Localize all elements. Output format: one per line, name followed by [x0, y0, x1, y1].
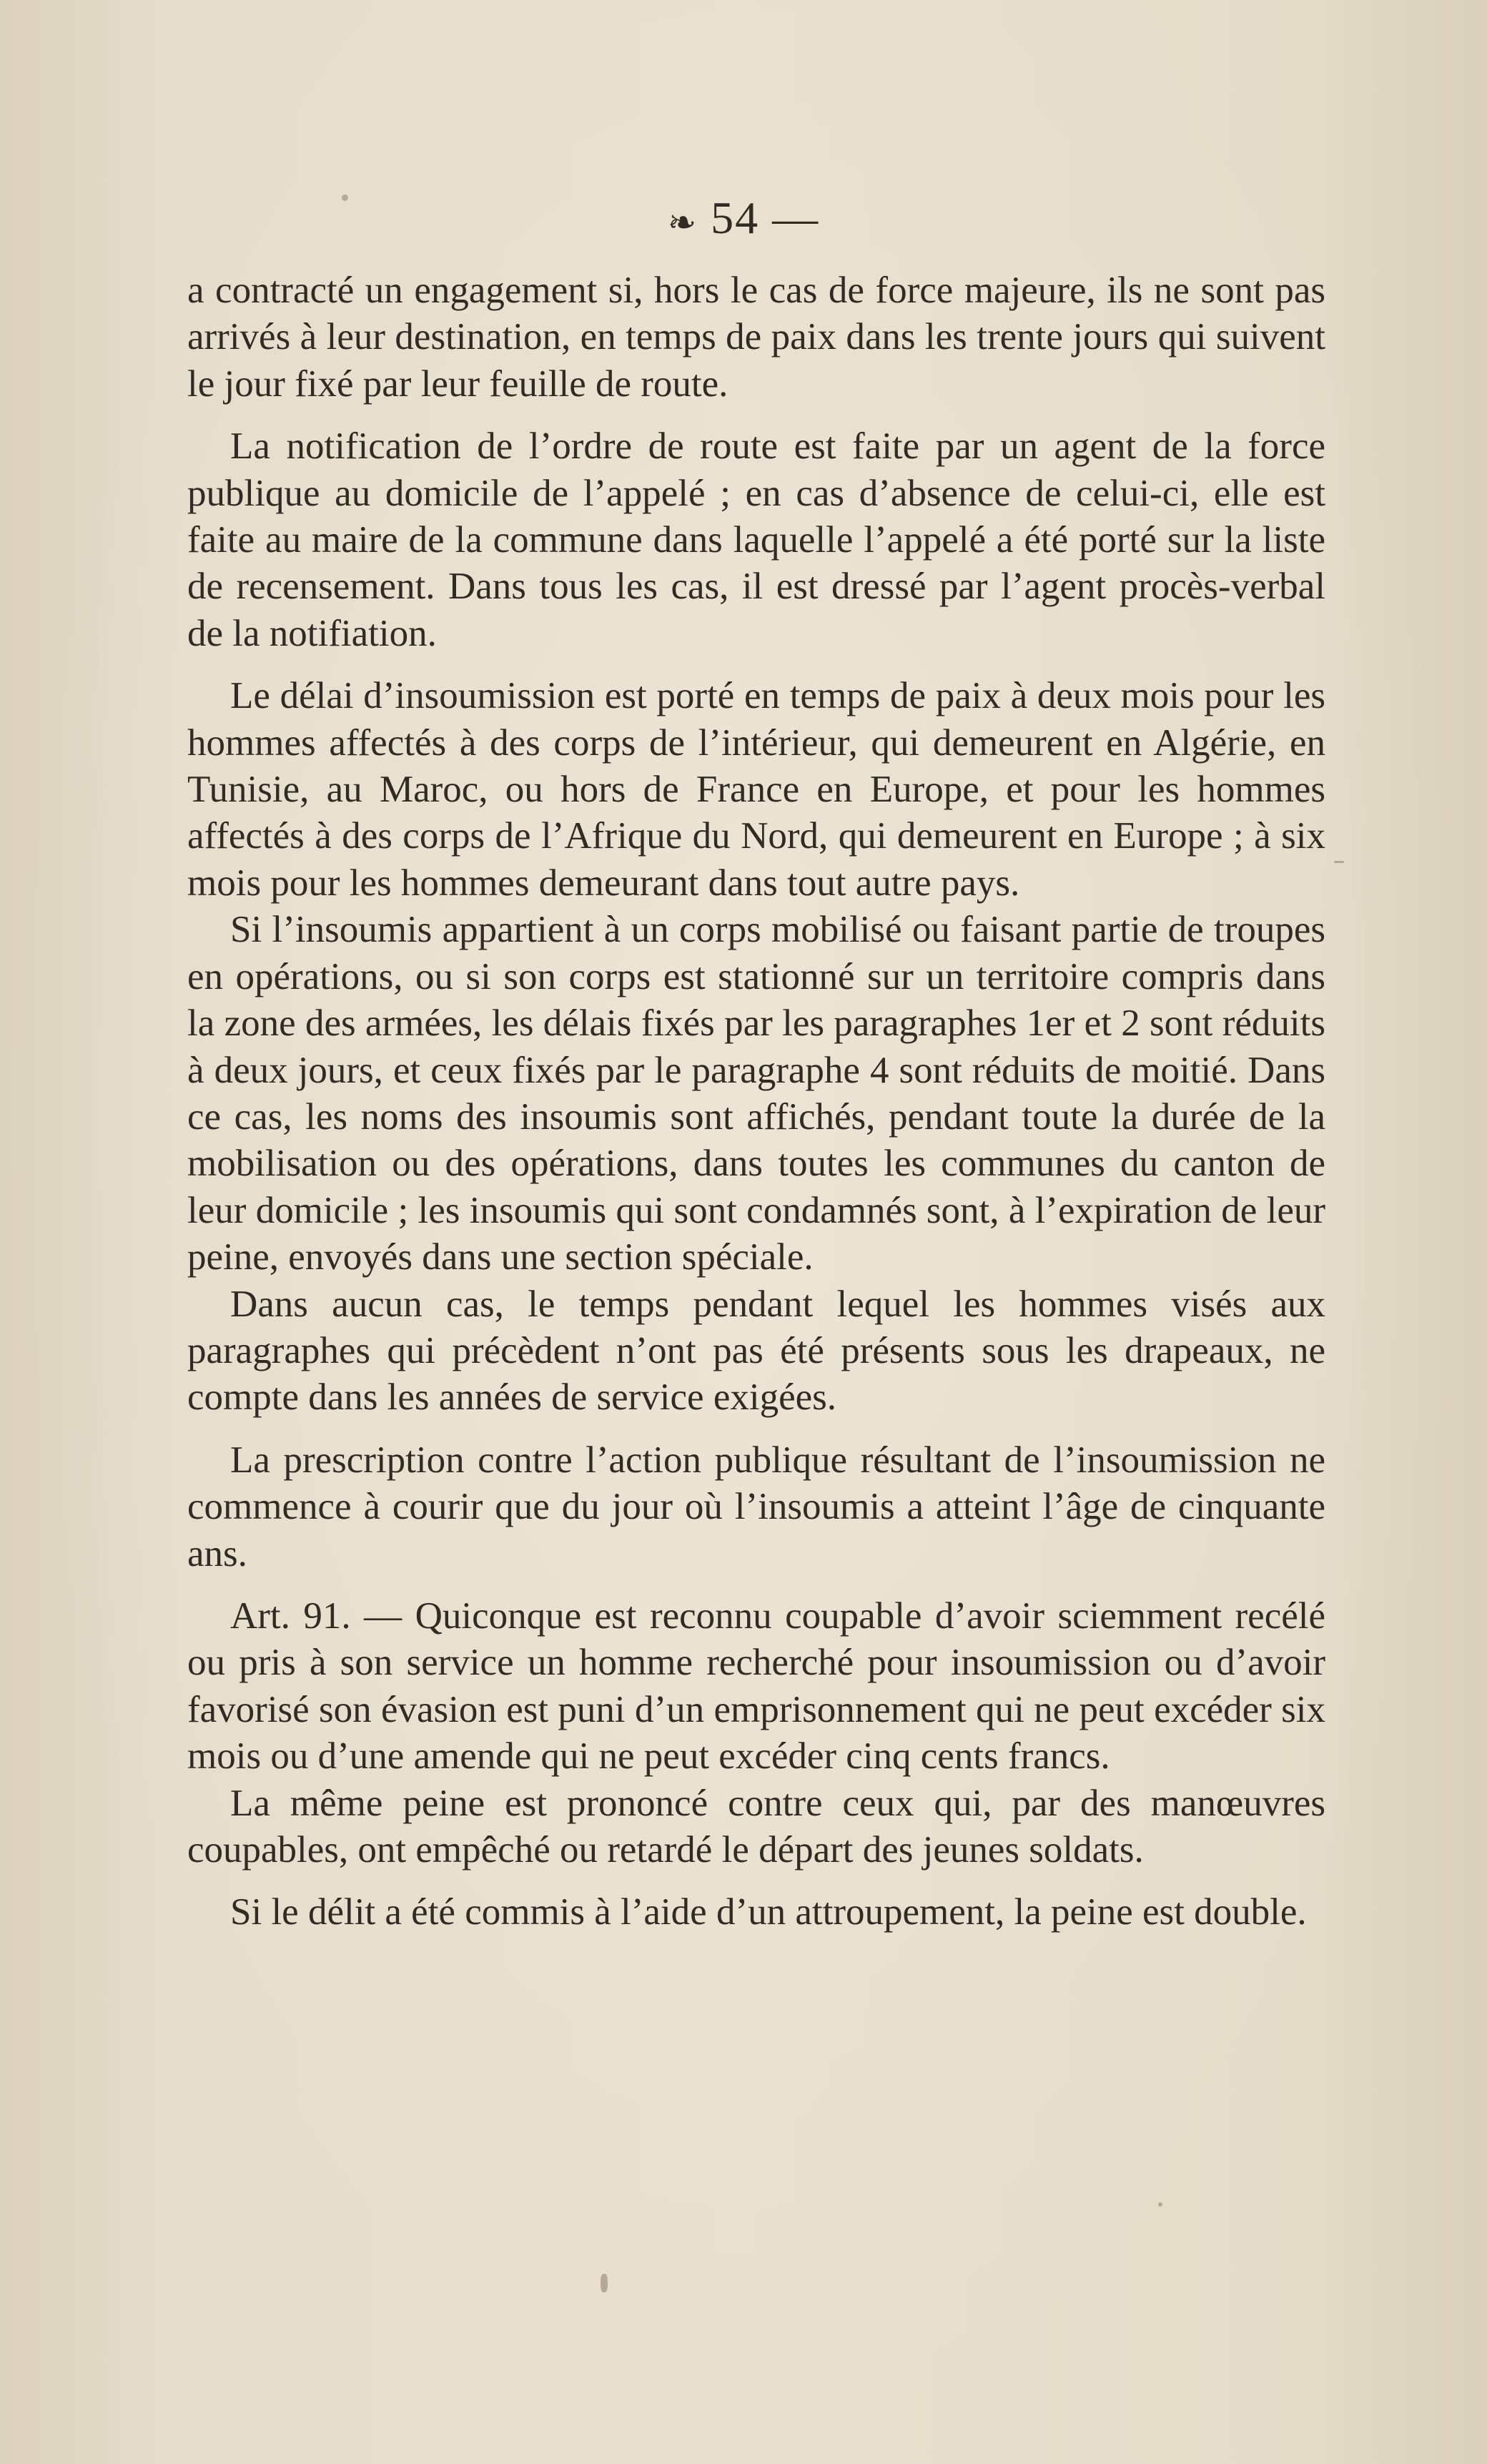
paragraph-attroupement: Si le délit a été commis à l’aide d’un attroupement, la peine est double.	[230, 1891, 1307, 1933]
paper-speck	[601, 2274, 608, 2292]
paper-speck	[342, 194, 348, 201]
paragraph-delai-insoumission: Le délai d’insoumission est porté en temps de paix à deux mois pour les hommes affectés à des corps de l’intérieur, qui demeurent en Algérie, en Tunisie, au Maroc, ou hors de France en Europe, et pour les hommes affectés à des corps de l’Afrique du Nord, qui demeurent en Europe ; à six mois pour les hommes demeurant dans tout autre pays.	[187, 675, 1325, 904]
paper-speck	[1334, 861, 1344, 863]
paragraph-article-91: Art. 91. — Quiconque est reconnu coupable d’avoir sciemment recélé ou pris à son service un homme recherché pour insoumission ou d’avoir favorisé son évasion est puni d’un emprisonnement qui ne peut excéder six mois ou d’une amende qui ne peut excéder cinq cents francs.	[187, 1595, 1325, 1778]
paragraph-corps-mobilise: Si l’insoumis appartient à un corps mobilisé ou faisant partie de troupes en opérations, ou si son corps est stationné sur un territoire compris dans la zone des armées, les délais fixés par les paragraphes 1er et 2 sont réduits à deux jours, et ceux fixés par le paragraphe 4 sont réduits de moitié. Dans ce cas, les noms des insoumis sont affichés, pendant toute la durée de la mobilisation ou des opérations, dans toutes les communes du canton de leur domicile ; les insoumis qui sont condamnés sont, à l’expiration de leur peine, envoyés dans une section spéciale.	[187, 909, 1325, 1278]
paragraph-aucun-cas: Dans aucun cas, le temps pendant lequel les hommes visés aux paragraphes qui précèdent n’ont pas été présents sous les drapeaux, ne compte dans les années de service exigées.	[187, 1283, 1325, 1419]
paper-speck	[1158, 2202, 1162, 2207]
header-dash: —	[772, 192, 820, 243]
paragraph-continuation: a contracté un engagement si, hors le cas de force majeure, ils ne sont pas arrivés à leur destination, en temps de paix dans les trente jours qui suivent le jour fixé par leur feuille de route.	[187, 270, 1325, 405]
fleuron-ornament: ❧	[667, 204, 698, 242]
body-text	[187, 267, 1325, 1936]
paragraph-prescription: La prescription contre l’action publique résultant de l’insoumission ne commence à courir que du jour où l’insoumis a atteint l’âge de cinquante ans.	[187, 1439, 1325, 1575]
paragraph-notification: La notification de l’ordre de route est faite par un agent de la force publique au domicile de l’appelé ; en cas d’absence de celui-ci, elle est faite au maire de la commune dans laquelle l’appelé a été porté sur la liste de recensement. Dans tous les cas, il est dressé par l’agent procès-verbal de la notifiation.	[187, 425, 1325, 654]
page-number-header	[0, 192, 1487, 245]
page-number: 54	[711, 192, 760, 243]
paragraph-meme-peine: La même peine est prononcé contre ceux qui, par des manœuvres coupables, ont empêché ou retardé le départ des jeunes soldats.	[187, 1782, 1325, 1871]
